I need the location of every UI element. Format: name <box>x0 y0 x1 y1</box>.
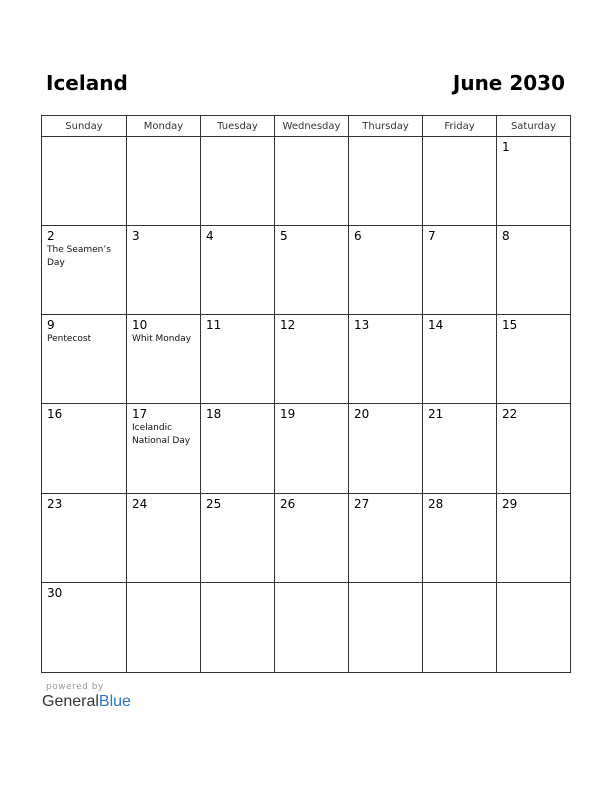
day-cell <box>275 226 349 315</box>
day-cell <box>201 583 275 672</box>
weekday-header-monday: Monday <box>127 116 201 137</box>
day-number: 20 <box>354 407 370 422</box>
day-number: 18 <box>206 407 222 422</box>
country-title: Iceland <box>46 71 128 95</box>
calendar-grid <box>41 115 571 673</box>
day-number: 26 <box>280 496 296 511</box>
day-cell <box>349 494 423 583</box>
logo-blue: Blue <box>98 693 131 710</box>
day-cell <box>275 315 349 404</box>
day-cell <box>201 494 275 583</box>
day-number: 10 <box>132 318 148 333</box>
powered-by-text: powered by <box>46 682 104 692</box>
day-cell <box>127 137 201 226</box>
day-number: 27 <box>354 496 370 511</box>
day-cell <box>423 137 497 226</box>
day-cell <box>349 583 423 672</box>
day-number: 3 <box>132 229 140 244</box>
day-number: 22 <box>502 407 518 422</box>
day-number: 28 <box>428 496 444 511</box>
day-cell <box>497 583 570 672</box>
day-cell <box>275 494 349 583</box>
day-cell <box>42 583 127 672</box>
day-number: 25 <box>206 496 222 511</box>
day-number: 1 <box>502 140 510 154</box>
weekday-header-tuesday: Tuesday <box>201 116 275 137</box>
day-cell <box>423 226 497 315</box>
day-cell <box>127 404 201 493</box>
day-cell <box>201 226 275 315</box>
logo-general: General <box>42 693 99 710</box>
day-number: 13 <box>354 318 370 333</box>
weekday-header-sunday: Sunday <box>42 116 127 137</box>
day-cell <box>201 404 275 493</box>
day-number: 14 <box>428 318 444 333</box>
day-number: 16 <box>47 407 63 422</box>
day-number: 7 <box>428 229 436 244</box>
day-number: 12 <box>280 318 296 333</box>
day-cell <box>201 315 275 404</box>
day-cell <box>349 137 423 226</box>
day-cell <box>497 137 570 226</box>
day-cell <box>349 226 423 315</box>
day-cell <box>42 226 127 315</box>
weekday-header-saturday: Saturday <box>497 116 570 137</box>
day-number: 4 <box>206 229 214 244</box>
day-number: 2 <box>47 229 55 244</box>
holiday-label: Icelandic National Day <box>132 423 191 447</box>
day-number: 19 <box>280 407 296 422</box>
day-cell <box>127 494 201 583</box>
day-cell <box>423 404 497 493</box>
day-number: 17 <box>132 407 148 422</box>
day-number: 24 <box>132 496 148 511</box>
day-cell <box>497 315 570 404</box>
day-number: 5 <box>280 229 288 244</box>
day-number: 8 <box>502 229 510 244</box>
day-number: 9 <box>47 318 55 333</box>
day-number: 6 <box>354 229 362 244</box>
day-cell <box>275 404 349 493</box>
day-cell <box>423 494 497 583</box>
day-cell <box>42 404 127 493</box>
day-cell <box>127 315 201 404</box>
day-cell <box>201 137 275 226</box>
day-number: 29 <box>502 496 518 511</box>
day-cell <box>497 494 570 583</box>
day-cell <box>497 226 570 315</box>
day-cell <box>127 226 201 315</box>
month-title: June 2030 <box>452 71 565 95</box>
day-cell <box>42 494 127 583</box>
day-number: 23 <box>47 496 63 511</box>
day-cell <box>127 583 201 672</box>
generalblue-logo <box>42 693 131 711</box>
weekday-header-wednesday: Wednesday <box>275 116 349 137</box>
weekday-header-thursday: Thursday <box>349 116 423 137</box>
weekday-header-friday: Friday <box>423 116 497 137</box>
day-cell <box>349 315 423 404</box>
day-number: 21 <box>428 407 444 422</box>
day-cell <box>423 583 497 672</box>
day-cell <box>275 583 349 672</box>
holiday-label: The Seamen’s Day <box>47 245 111 269</box>
day-number: 15 <box>502 318 518 333</box>
day-cell <box>349 404 423 493</box>
day-cell <box>423 315 497 404</box>
day-cell <box>497 404 570 493</box>
holiday-label: Pentecost <box>47 334 92 345</box>
day-number: 30 <box>47 585 63 600</box>
day-cell <box>42 137 127 226</box>
day-cell <box>275 137 349 226</box>
holiday-label: Whit Monday <box>132 334 192 345</box>
day-cell <box>42 315 127 404</box>
day-number: 11 <box>206 318 222 333</box>
